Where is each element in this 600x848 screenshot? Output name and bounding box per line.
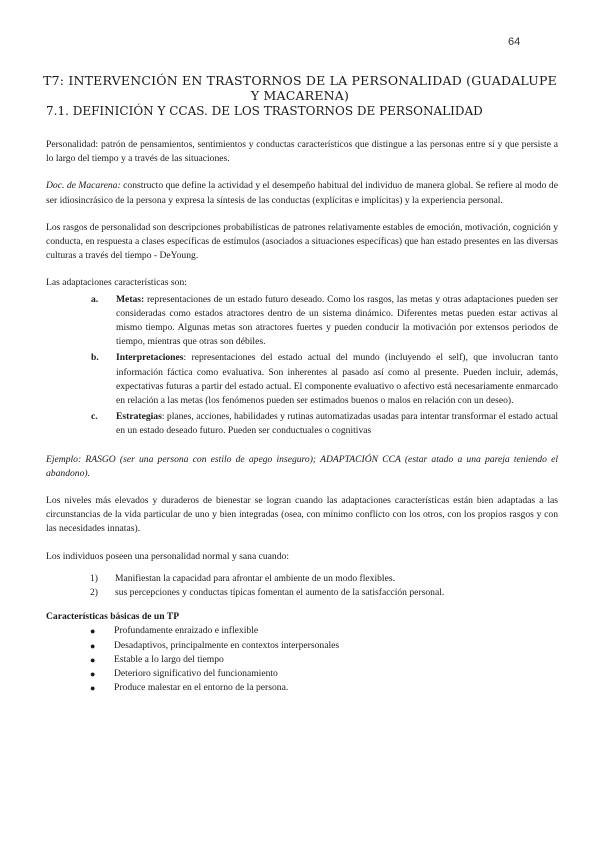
wellbeing-paragraph: Los niveles más elevados y duraderos de bienestar se logran cuando las adaptaciones características están bien adaptadas a las circunstancias de la vida particular de uno y bien integradas (osea, con mínimo conflicto con los otros, con los propios rasgos y con las necesidades innatas). <box>46 495 558 535</box>
list-term: Interpretaciones <box>116 352 184 364</box>
list-text: : representaciones del estado actual del mundo (incluyendo el self), que involucran tanto información fáctica como evaluativa. Son inherentes al pasado así como al presente. Pueden incluir, además, expectativas futuras a partir del estado actual. El componente evaluativo o afectivo está necesariamente enmarcado en relación a las metas (los fenómenos pueden ser estimados buenos o malos en relación con un deseo). <box>116 352 558 407</box>
list-marker: 2) <box>90 587 98 599</box>
bullet-icon: ● <box>90 626 96 637</box>
example-paragraph: Ejemplo: RASGO (ser una persona con estilo de apego inseguro); ADAPTACIÓN CCA (estar atado a una pareja teniendo el abandono). <box>46 453 558 479</box>
macarena-definition <box>46 179 558 207</box>
list-item <box>90 586 558 600</box>
list-item <box>90 681 558 695</box>
list-item <box>90 653 558 667</box>
chapter-title: T7: INTERVENCIÓN EN TRASTORNOS DE LA PERSONALIDAD (GUADALUPE Y MACARENA) <box>43 73 557 103</box>
list-item <box>90 572 558 586</box>
list-item <box>90 667 558 681</box>
list-item <box>91 293 558 350</box>
personality-definition: Personalidad: patrón de pensamientos, sentimientos y conductas característicos que distingue a las personas entre sí y que persiste a lo largo del tiempo y a través de las situaciones. <box>46 139 558 165</box>
list-text: sus percepciones y conductas típicas fomentan el aumento de la satisfacción personal. <box>115 587 445 599</box>
list-text: Desadaptivos, principalmente en contextos interpersonales <box>114 639 340 651</box>
list-text: Produce malestar en el entorno de la persona. <box>114 682 289 694</box>
list-text: Manifiestan la capacidad para afrontar el ambiente de un modo flexibles. <box>115 572 395 584</box>
list-text: Profundamente enraizado e inflexible <box>114 625 259 637</box>
list-marker: a. <box>91 293 99 305</box>
list-text: : planes, acciones, habilidades y rutinas automatizadas usadas para intentar transformar el estado actual en un estado deseado futuro. Pueden ser conductuales o cognitivas <box>116 411 558 437</box>
list-item <box>90 624 558 638</box>
list-text: Deterioro significativo del funcionamiento <box>114 668 278 680</box>
healthy-intro: Los individuos poseen una personalidad normal y sana cuando: <box>46 550 289 562</box>
adaptations-list <box>46 293 558 439</box>
list-text: representaciones de un estado futuro deseado. Como los rasgos, las metas y otras adaptaciones pueden ser consideradas como estados atractores dentro de un sistema dinámico. Diferentes metas pueden estar activas al mismo tiempo. Algunas metas son atractores fuertes y pueden conducir la motivación por extensos periodos de tiempo, mientras que otras son débiles. <box>116 293 558 348</box>
list-item <box>91 410 558 438</box>
bullet-icon: ● <box>90 640 96 651</box>
document-body <box>46 138 558 696</box>
traits-paragraph: Los rasgos de personalidad son descripciones probabilísticas de patrones relativamente estables de emoción, motivación, cognición y conducta, en respuesta a clases específicas de estímulos (asociados a situaciones específicas) que han estado presentes en las diversas culturas a través del tiempo - DeYoung. <box>46 221 558 262</box>
list-marker: b. <box>91 352 99 364</box>
list-item <box>91 351 558 408</box>
adaptations-intro: Las adaptaciones características son: <box>46 277 187 289</box>
list-term: Metas: <box>116 293 145 305</box>
bullet-icon: ● <box>90 669 96 680</box>
list-marker: c. <box>91 411 98 423</box>
characteristics-list <box>46 624 558 695</box>
page-number: 64 <box>508 36 521 48</box>
macarena-text: constructo que define la actividad y el desempeño habitual del individuo de manera global. Se refiere al modo de ser idiosincrásico de la persona y expresa la síntesis de las conductas (explícitas e implícitas) y la experiencia personal. <box>46 180 558 206</box>
list-item <box>90 639 558 653</box>
list-text: Estable a lo largo del tiempo <box>114 653 224 665</box>
bullet-icon: ● <box>90 654 96 665</box>
list-term: Estrategias <box>116 411 162 423</box>
section-title: 7.1. DEFINICIÓN Y CCAS. DE LOS TRASTORNOS DE PERSONALIDAD <box>46 104 483 118</box>
healthy-conditions-list <box>46 572 558 600</box>
characteristics-heading: Características básicas de un TP <box>46 611 180 623</box>
bullet-icon: ● <box>90 683 96 694</box>
list-marker: 1) <box>90 572 98 584</box>
macarena-label: Doc. de Macarena: <box>46 180 121 192</box>
